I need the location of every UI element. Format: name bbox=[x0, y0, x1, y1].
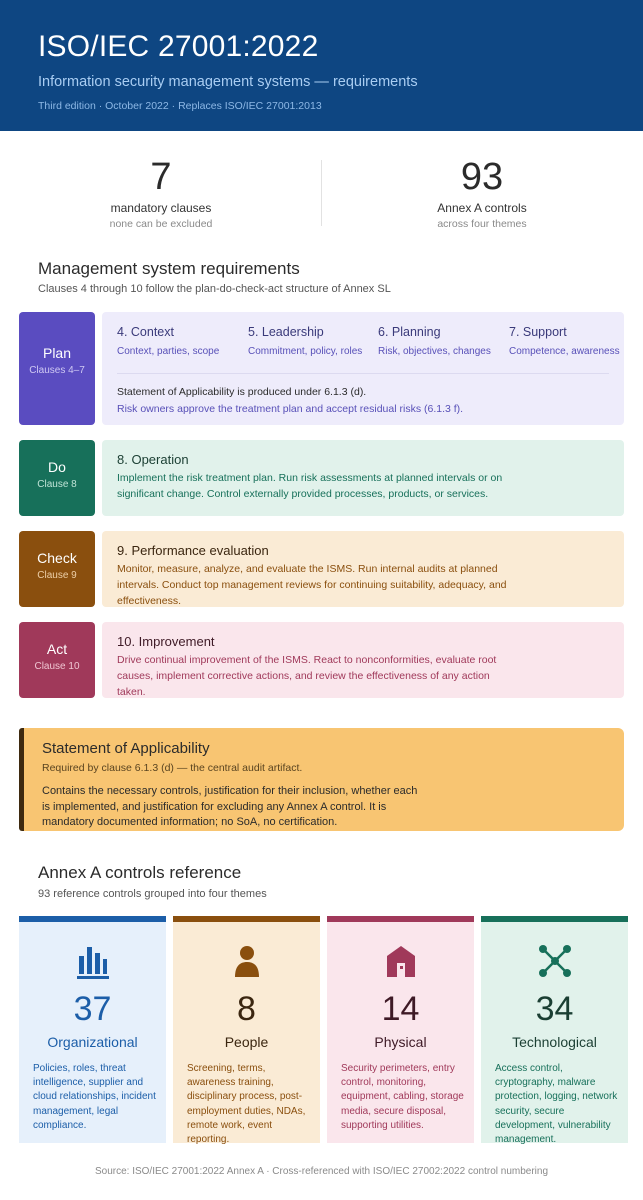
stat-note: none can be excluded bbox=[109, 218, 213, 230]
theme-desc: Policies, roles, threat intelligence, supplier and cloud relationships, incident management, legal compliance. bbox=[33, 1063, 156, 1131]
stat-value: 7 bbox=[150, 156, 172, 198]
annex-subtitle: 93 reference controls grouped into four themes bbox=[38, 888, 267, 900]
theme-people bbox=[173, 916, 320, 1146]
theme-count: 8 bbox=[237, 990, 256, 1028]
page-title: ISO/IEC 27001:2022 bbox=[38, 30, 319, 63]
phase-do-box bbox=[19, 440, 95, 516]
phase-clauses: Clause 10 bbox=[34, 661, 80, 672]
theme-technological bbox=[481, 916, 628, 1146]
clause-title: 7. Support bbox=[509, 325, 567, 339]
annex-title: Annex A controls reference bbox=[38, 863, 242, 882]
soa-body: Contains the necessary controls, justification for their inclusion, whether each is implemented, and justification for excluding any Annex A control. It is mandatory documented information; no SoA, no certification. bbox=[42, 785, 418, 828]
phase-name: Do bbox=[48, 459, 66, 475]
phase-check-panel bbox=[102, 531, 624, 607]
page-subtitle: Information security management systems — requirements bbox=[38, 74, 418, 90]
phase-do-panel bbox=[102, 440, 624, 516]
theme-desc: Security perimeters, entry control, monitoring, equipment, cabling, storage media, secure disposal, supporting utilities. bbox=[341, 1063, 464, 1131]
stat-label: mandatory clauses bbox=[110, 201, 212, 215]
person-icon bbox=[173, 944, 320, 984]
stat-controls bbox=[362, 157, 602, 230]
stat-note: across four themes bbox=[437, 218, 527, 230]
soa-title: Statement of Applicability bbox=[42, 740, 210, 757]
clause-desc: Commitment, policy, roles bbox=[248, 346, 363, 357]
phase-check-box bbox=[19, 531, 95, 607]
clause-desc: Competence, awareness bbox=[509, 346, 620, 357]
clause-desc: Risk, objectives, changes bbox=[378, 346, 491, 357]
plan-clause-leadership bbox=[248, 325, 362, 360]
plan-note-risk-owners: Risk owners approve the treatment plan and accept residual risks (6.1.3 f). bbox=[117, 403, 464, 415]
building-icon bbox=[327, 944, 474, 984]
phase-plan-panel bbox=[102, 312, 624, 425]
phase-act-box bbox=[19, 622, 95, 698]
plan-clause-support bbox=[509, 325, 620, 360]
theme-name: People bbox=[224, 1034, 269, 1050]
stat-clauses bbox=[41, 157, 281, 230]
theme-desc: Screening, terms, awareness training, disciplinary process, post-employment duties, NDAs, remote work, event reporting. bbox=[187, 1063, 306, 1146]
phase-name: Check bbox=[37, 550, 77, 566]
theme-desc: Access control, cryptography, malware protection, logging, network security, secure development, vulnerability management. bbox=[495, 1063, 618, 1146]
phase-name: Act bbox=[46, 641, 68, 657]
phase-clauses: Clause 8 bbox=[37, 479, 77, 490]
clause-title: 9. Performance evaluation bbox=[117, 543, 269, 558]
theme-count: 34 bbox=[535, 990, 574, 1028]
stat-value: 93 bbox=[460, 156, 504, 198]
theme-count: 37 bbox=[73, 990, 112, 1028]
soa-subtitle: Required by clause 6.1.3 (d) — the central audit artifact. bbox=[42, 762, 303, 774]
stat-label: Annex A controls bbox=[437, 201, 527, 215]
clause-title: 5. Leadership bbox=[248, 325, 324, 339]
theme-count: 14 bbox=[381, 990, 420, 1028]
phase-clauses: Clauses 4–7 bbox=[29, 365, 85, 376]
management-title: Management system requirements bbox=[38, 259, 300, 278]
theme-name: Technological bbox=[512, 1034, 597, 1050]
theme-physical bbox=[327, 916, 474, 1143]
plan-clause-planning bbox=[378, 325, 491, 360]
clause-desc: Context, parties, scope bbox=[117, 346, 220, 357]
plan-note-soa: Statement of Applicability is produced under 6.1.3 (d). bbox=[117, 386, 367, 398]
management-subtitle: Clauses 4 through 10 follow the plan-do-check-act structure of Annex SL bbox=[38, 283, 391, 295]
theme-name: Organizational bbox=[47, 1034, 138, 1050]
clause-desc: Monitor, measure, analyze, and evaluate the ISMS. Run internal audits at planned intervals. Conduct top management reviews for continuing suitability, adequacy, and effectiveness. bbox=[117, 563, 507, 607]
soa-callout bbox=[19, 728, 624, 831]
clause-title: 8. Operation bbox=[117, 452, 189, 467]
bar-chart-icon bbox=[19, 944, 166, 984]
plan-clause-context bbox=[117, 325, 219, 360]
source-footer: Source: ISO/IEC 27001:2022 Annex A · Cross-referenced with ISO/IEC 27002:2022 control numbering bbox=[94, 1166, 549, 1177]
theme-organizational bbox=[19, 916, 166, 1143]
phase-clauses: Clause 9 bbox=[37, 570, 77, 581]
stat-divider bbox=[321, 160, 322, 226]
header-banner bbox=[0, 0, 643, 131]
clause-title: 6. Planning bbox=[378, 325, 441, 339]
edition-meta: Third edition · October 2022 · Replaces ISO/IEC 27001:2013 bbox=[38, 100, 322, 112]
plan-divider bbox=[117, 373, 609, 374]
clause-title: 4. Context bbox=[117, 325, 174, 339]
clause-desc: Drive continual improvement of the ISMS. React to nonconformities, evaluate root causes, implement corrective actions, and review the effectiveness of any action taken. bbox=[117, 654, 497, 698]
phase-plan-box bbox=[19, 312, 95, 425]
theme-name: Physical bbox=[374, 1034, 427, 1050]
phase-name: Plan bbox=[42, 345, 72, 361]
network-icon bbox=[481, 944, 628, 984]
clause-title: 10. Improvement bbox=[117, 634, 215, 649]
clause-desc: Implement the risk treatment plan. Run risk assessments at planned intervals or on significant change. Control externally provided processes, products, or services. bbox=[117, 472, 503, 500]
phase-act-panel bbox=[102, 622, 624, 698]
